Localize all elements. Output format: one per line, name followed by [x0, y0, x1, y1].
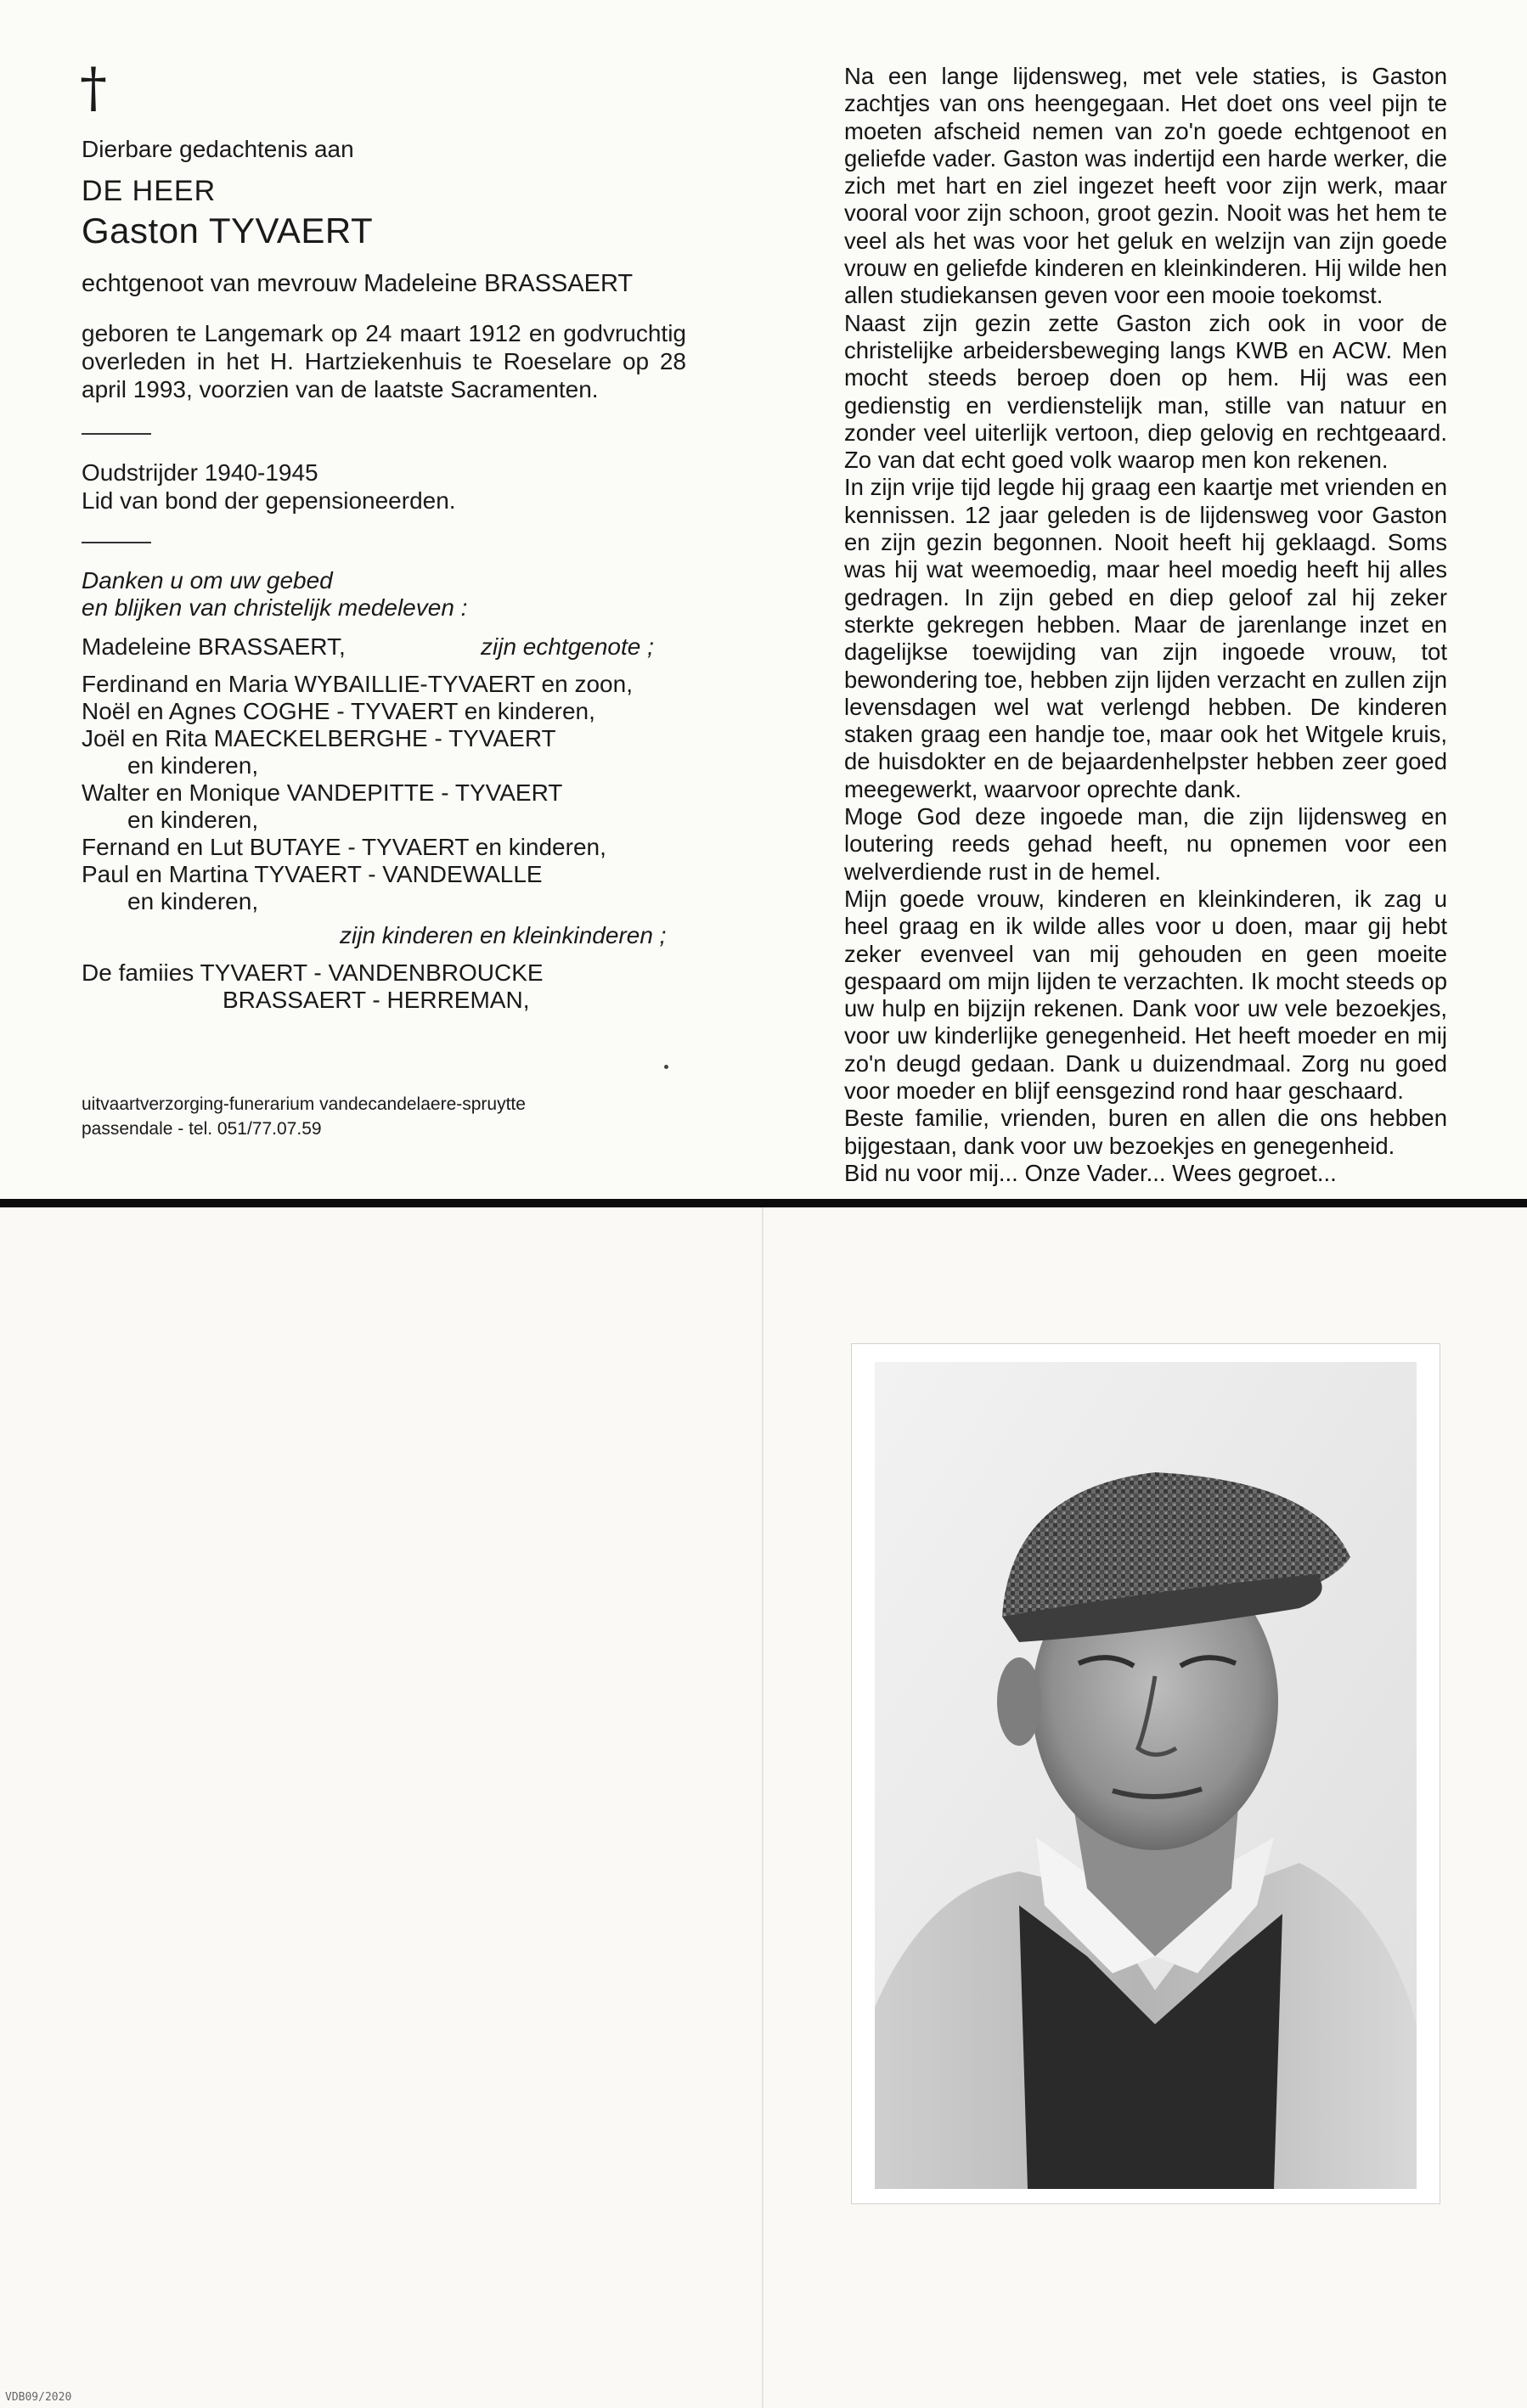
list-item: Fernand en Lut BUTAYE - TYVAERT en kinderen,	[82, 834, 606, 860]
list-item: Joël en Rita MAECKELBERGHE - TYVAERT	[82, 725, 556, 751]
portrait-photo	[875, 1362, 1417, 2189]
print-speck	[664, 1065, 668, 1069]
children-relation: zijn kinderen en kleinkinderen ;	[340, 922, 667, 948]
paragraph: Beste familie, vrienden, buren en allen die ons hebben bijgestaan, dank voor uw bezoekjes en genegenheid.	[844, 1105, 1447, 1159]
thanks-line: en blijken van christelijk medeleven :	[82, 594, 468, 621]
paragraph: Bid nu voor mij... Onze Vader... Wees gegroet...	[844, 1159, 1337, 1186]
list-item: Paul en Martina TYVAERT - VANDEWALLE	[82, 861, 543, 887]
undertaker-line: passendale - tel. 051/77.07.59	[82, 1119, 322, 1139]
list-item: Noël en Agnes COGHE - TYVAERT en kinderen,	[82, 698, 595, 724]
veteran-line: Oudstrijder 1940-1945	[82, 459, 318, 486]
cross-icon: †	[80, 57, 107, 120]
intro-line: Dierbare gedachtenis aan	[82, 136, 354, 162]
deceased-name: Gaston TYVAERT	[82, 211, 374, 250]
list-item: en kinderen,	[127, 888, 259, 914]
divider	[82, 433, 151, 435]
member-line: Lid van bond der gepensioneerden.	[82, 487, 456, 514]
undertaker-info	[82, 1092, 526, 1141]
veteran-block	[82, 459, 456, 515]
title-line: DE HEER	[82, 175, 217, 207]
paragraph: In zijn vrije tijd legde hij graag een kaartje met vrienden en kennissen. 12 jaar geleden is de lijdensweg voor Gaston en zijn gezin begonnen. Nooit heeft hij geklaagd. Soms was hij wat weemoedig, maar heel moedig heeft hij alles gedragen. In zijn gebed en diep geloof zal hij zeker sterkte gekregen hebben. Maar de jarenlange inzet en dagelijkse toewijding van zijn ingoede vrouw, tot bewondering toe, hebben zijn lijden verzacht en zullen zijn levensdagen wel wat verlengd hebben. De kinderen staken graag een handje toe, maar ook het Witgele kruis, de huisdokter en de bejaardenhelpster hebben zeer goed meegewerkt, waarvoor oprechte dank.	[844, 474, 1447, 802]
families-line: BRASSAERT - HERREMAN,	[223, 987, 530, 1013]
archive-stamp: VDB09/2020	[5, 2391, 72, 2404]
undertaker-line: uitvaartverzorging-funerarium vandecandelaere-spruytte	[82, 1094, 526, 1114]
paragraph: Na een lange lijdensweg, met vele staties, is Gaston zachtjes van ons heengegaan. Het doet ons veel pijn te moeten afscheid nemen van zo'n goede echtgenoot en geliefde vader. Gaston was indertijd een harde werker, die zich met hart en ziel ingezet heeft voor zijn werk, maar vooral voor zijn schoon, groot gezin. Nooit was het hem te veel als het was voor het geluk en welzijn van zijn goede vrouw en geliefde kinderen en kleinkinderen. Hij wilde hen allen studiekansen geven voor een mooie toekomst.	[844, 63, 1447, 309]
list-item: en kinderen,	[127, 807, 259, 833]
families-block	[82, 959, 693, 1014]
fold-line	[762, 1207, 764, 2408]
list-item: en kinderen,	[127, 752, 259, 779]
spouse-line: echtgenoot van mevrouw Madeleine BRASSAERT	[82, 270, 634, 297]
list-item: Ferdinand en Maria WYBAILLIE-TYVAERT en zoon,	[82, 671, 633, 697]
families-line: De famiies TYVAERT - VANDENBROUCKE	[82, 959, 544, 986]
divider	[82, 542, 151, 543]
children-list	[82, 671, 693, 915]
paragraph: Mijn goede vrouw, kinderen en kleinkinderen, ik zag u heel graag en ik wilde alles voor u doen, maar gij hebt zeker evenveel van mij gehouden en geen moeite gespaard om mijn lijden te verzachten. Ik mocht steeds op uw hulp en bijzijn rekenen. Dank voor uw vele bezoekjes, voor uw kinderlijke genegenheid. Het heeft moeder en mij zo'n deugd gedaan. Dank u duizendmaal. Zorg nu goed voor moeder en blijf eensgezind rond haar geschaard.	[844, 885, 1447, 1104]
thanks-line: Danken u om uw gebed	[82, 567, 333, 594]
thanks-block	[82, 567, 467, 622]
widow-relation: zijn echtgenote ;	[481, 633, 654, 660]
birth-death-text: geboren te Langemark op 24 maart 1912 en godvruchtig overleden in het H. Hartziekenhuis te Roeselare op 28 april 1993, voorzien van de laatste Sacramenten.	[82, 320, 686, 402]
widow-line: Madeleine BRASSAERT,	[82, 633, 346, 660]
paragraph: Naast zijn gezin zette Gaston zich ook in voor de christelijke arbeidersbeweging langs KWB en ACW. Men mocht steeds beroep doen op hem. Hij was een gedienstig en verdienstelijk man, stille van natuur en zonder veel uiterlijk vertoon, diep gelovig en rechtgeaard. Zo van dat echt goed volk waarop men kon rekenen.	[844, 309, 1447, 474]
memorial-text	[844, 63, 1447, 1187]
paragraph: Moge God deze ingoede man, die zijn lijdensweg en loutering reeds gehad heeft, nu opnemen voor een welverdiende rust in de hemel.	[844, 803, 1447, 885]
list-item: Walter en Monique VANDEPITTE - TYVAERT	[82, 779, 563, 806]
